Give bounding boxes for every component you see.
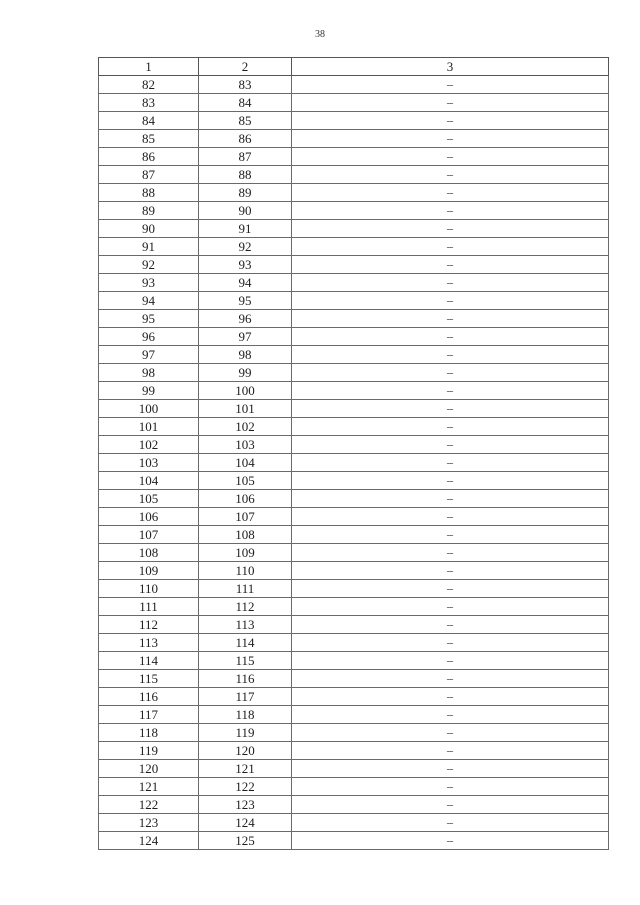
column-header-1: 1 [99,58,199,76]
table-cell-col-3: – [292,634,609,652]
table-cell-col-3: – [292,724,609,742]
table-row [99,598,609,616]
data-table [98,57,609,850]
table-cell-col-2: 83 [199,76,292,94]
table-cell-col-2: 96 [199,310,292,328]
table-cell-col-2: 89 [199,184,292,202]
table-cell-col-1: 114 [99,652,199,670]
table-cell-col-1: 120 [99,760,199,778]
table-cell-col-2: 104 [199,454,292,472]
table-row [99,562,609,580]
table-row [99,148,609,166]
table-cell-col-1: 102 [99,436,199,454]
table-cell-col-2: 124 [199,814,292,832]
table-cell-col-2: 92 [199,238,292,256]
table-cell-col-2: 114 [199,634,292,652]
table-cell-col-1: 86 [99,148,199,166]
table-row [99,742,609,760]
table-cell-col-2: 115 [199,652,292,670]
table-cell-col-2: 94 [199,274,292,292]
table-row [99,76,609,94]
table-row [99,328,609,346]
table-cell-col-2: 120 [199,742,292,760]
table-cell-col-3: – [292,670,609,688]
table-cell-col-1: 94 [99,292,199,310]
table-cell-col-1: 119 [99,742,199,760]
table-row [99,130,609,148]
table-cell-col-3: – [292,742,609,760]
table-cell-col-2: 86 [199,130,292,148]
table-cell-col-3: – [292,508,609,526]
table-row [99,202,609,220]
table-cell-col-2: 117 [199,688,292,706]
table-row [99,112,609,130]
table-cell-col-1: 117 [99,706,199,724]
table-cell-col-1: 124 [99,832,199,850]
table-cell-col-2: 98 [199,346,292,364]
table-cell-col-3: – [292,238,609,256]
table-row [99,526,609,544]
table-cell-col-1: 103 [99,454,199,472]
table-cell-col-3: – [292,436,609,454]
table-cell-col-1: 107 [99,526,199,544]
table-cell-col-1: 106 [99,508,199,526]
table-cell-col-3: – [292,94,609,112]
table-cell-col-2: 105 [199,472,292,490]
table-row [99,184,609,202]
table-cell-col-1: 99 [99,382,199,400]
table-row [99,760,609,778]
table-row [99,310,609,328]
table-cell-col-1: 111 [99,598,199,616]
table-cell-col-2: 95 [199,292,292,310]
table-cell-col-2: 106 [199,490,292,508]
table-row [99,544,609,562]
table-cell-col-3: – [292,796,609,814]
table-row [99,292,609,310]
table-cell-col-3: – [292,454,609,472]
table-cell-col-1: 89 [99,202,199,220]
table-row [99,706,609,724]
table-row [99,256,609,274]
table-cell-col-2: 110 [199,562,292,580]
table-body [99,76,609,850]
table-row [99,490,609,508]
table-row [99,688,609,706]
table-header-row [99,58,609,76]
table-cell-col-3: – [292,706,609,724]
table-cell-col-3: – [292,76,609,94]
table-cell-col-3: – [292,166,609,184]
table-row [99,382,609,400]
column-header-2: 2 [199,58,292,76]
table-cell-col-1: 118 [99,724,199,742]
table-cell-col-2: 91 [199,220,292,238]
table-cell-col-1: 104 [99,472,199,490]
table-cell-col-1: 121 [99,778,199,796]
table-cell-col-1: 84 [99,112,199,130]
table-cell-col-1: 91 [99,238,199,256]
table-cell-col-3: – [292,202,609,220]
table-cell-col-2: 84 [199,94,292,112]
table-cell-col-2: 111 [199,580,292,598]
table-cell-col-3: – [292,472,609,490]
table-row [99,724,609,742]
table-cell-col-2: 109 [199,544,292,562]
table-cell-col-3: – [292,346,609,364]
table-cell-col-2: 103 [199,436,292,454]
table-row [99,796,609,814]
table-cell-col-1: 82 [99,76,199,94]
table-row [99,94,609,112]
table-cell-col-3: – [292,220,609,238]
table-cell-col-3: – [292,112,609,130]
table-cell-col-3: – [292,292,609,310]
table-cell-col-3: – [292,598,609,616]
table-cell-col-3: – [292,616,609,634]
table-row [99,274,609,292]
table-cell-col-2: 93 [199,256,292,274]
table-cell-col-2: 112 [199,598,292,616]
table-cell-col-3: – [292,274,609,292]
table-cell-col-1: 112 [99,616,199,634]
table-cell-col-3: – [292,562,609,580]
table-cell-col-3: – [292,382,609,400]
table-row [99,814,609,832]
table-cell-col-2: 107 [199,508,292,526]
table-cell-col-2: 122 [199,778,292,796]
table-cell-col-3: – [292,544,609,562]
table-cell-col-1: 97 [99,346,199,364]
table-cell-col-2: 123 [199,796,292,814]
table-cell-col-3: – [292,148,609,166]
table-cell-col-1: 83 [99,94,199,112]
table-cell-col-3: – [292,652,609,670]
table-cell-col-2: 116 [199,670,292,688]
table-cell-col-2: 118 [199,706,292,724]
table-cell-col-1: 90 [99,220,199,238]
table-cell-col-1: 101 [99,418,199,436]
table-cell-col-3: – [292,418,609,436]
table-cell-col-2: 113 [199,616,292,634]
table-cell-col-3: – [292,364,609,382]
table-cell-col-1: 113 [99,634,199,652]
table-row [99,364,609,382]
table-cell-col-2: 87 [199,148,292,166]
table-row [99,616,609,634]
table-cell-col-3: – [292,526,609,544]
table-row [99,832,609,850]
table-cell-col-3: – [292,184,609,202]
table-cell-col-2: 88 [199,166,292,184]
table-cell-col-3: – [292,778,609,796]
table-cell-col-3: – [292,490,609,508]
table-cell-col-3: – [292,400,609,418]
table-cell-col-2: 100 [199,382,292,400]
table-cell-col-1: 92 [99,256,199,274]
table-cell-col-2: 102 [199,418,292,436]
table-cell-col-2: 97 [199,328,292,346]
table-cell-col-1: 115 [99,670,199,688]
table-row [99,220,609,238]
table-row [99,346,609,364]
table-cell-col-3: – [292,760,609,778]
table-row [99,652,609,670]
table-cell-col-1: 100 [99,400,199,418]
table-cell-col-1: 93 [99,274,199,292]
table-header [99,58,609,76]
column-header-3: 3 [292,58,609,76]
table-cell-col-2: 119 [199,724,292,742]
table-row [99,400,609,418]
table-cell-col-3: – [292,256,609,274]
table-cell-col-2: 121 [199,760,292,778]
table-cell-col-1: 122 [99,796,199,814]
table-cell-col-1: 108 [99,544,199,562]
table-cell-col-2: 125 [199,832,292,850]
table-row [99,454,609,472]
table-row [99,472,609,490]
table-cell-col-1: 110 [99,580,199,598]
table-cell-col-1: 123 [99,814,199,832]
table-cell-col-1: 98 [99,364,199,382]
table-cell-col-3: – [292,814,609,832]
table-cell-col-1: 105 [99,490,199,508]
table-row [99,508,609,526]
table-row [99,166,609,184]
table-cell-col-1: 85 [99,130,199,148]
table-row [99,580,609,598]
table-row [99,436,609,454]
table-cell-col-1: 96 [99,328,199,346]
table-cell-col-1: 88 [99,184,199,202]
table-cell-col-3: – [292,310,609,328]
table-cell-col-1: 95 [99,310,199,328]
table-cell-col-2: 99 [199,364,292,382]
table-cell-col-2: 90 [199,202,292,220]
table-row [99,238,609,256]
table-cell-col-3: – [292,130,609,148]
table-cell-col-3: – [292,688,609,706]
table-cell-col-3: – [292,580,609,598]
table-cell-col-1: 87 [99,166,199,184]
table-cell-col-3: – [292,832,609,850]
page-number: 38 [315,29,325,40]
table-cell-col-3: – [292,328,609,346]
table-row [99,634,609,652]
table-row [99,778,609,796]
table-cell-col-2: 101 [199,400,292,418]
table-row [99,418,609,436]
table-cell-col-2: 108 [199,526,292,544]
table-cell-col-1: 109 [99,562,199,580]
table-cell-col-2: 85 [199,112,292,130]
table-row [99,670,609,688]
table-cell-col-1: 116 [99,688,199,706]
